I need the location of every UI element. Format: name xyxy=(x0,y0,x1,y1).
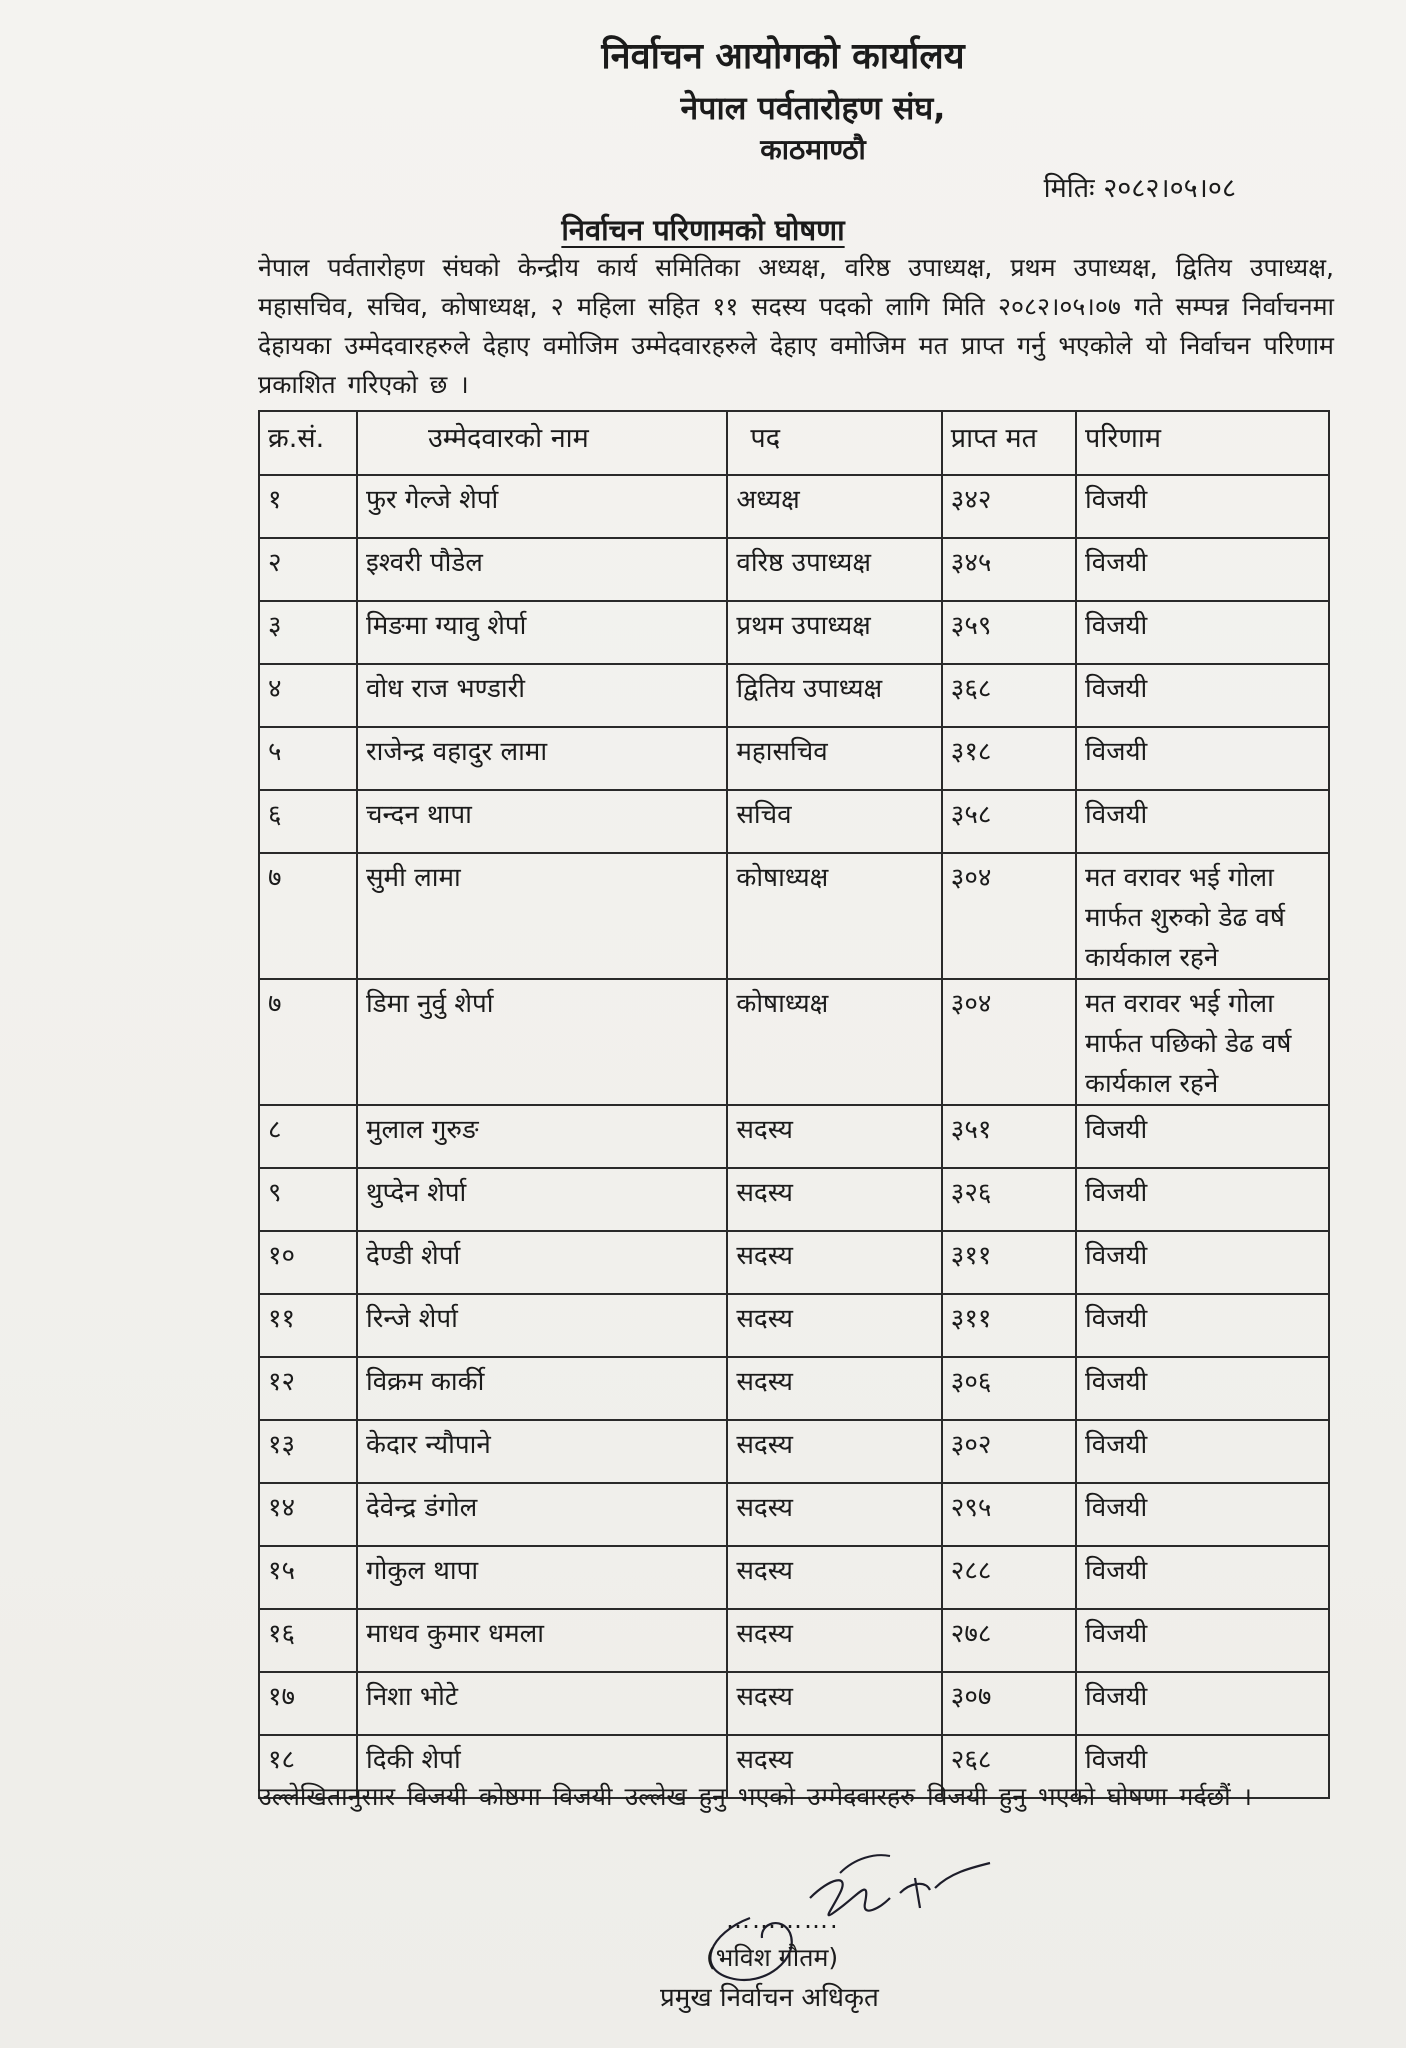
cell-serial: १३ xyxy=(259,1420,357,1483)
cell-serial: १४ xyxy=(259,1483,357,1546)
cell-candidate-name: माधव कुमार धमला xyxy=(357,1609,727,1672)
cell-votes: २६८ xyxy=(942,1735,1076,1798)
cell-candidate-name: सुमी लामा xyxy=(357,853,727,979)
cell-candidate-name: दिकी शेर्पा xyxy=(357,1735,727,1798)
office-title: निर्वाचन आयोगको कार्यालय xyxy=(601,36,965,77)
cell-serial: ११ xyxy=(259,1294,357,1357)
cell-serial: १० xyxy=(259,1231,357,1294)
header-result: परिणाम xyxy=(1076,411,1329,475)
header-post: पद xyxy=(727,411,941,475)
officer-title: प्रमुख निर्वाचन अधिकृत xyxy=(660,1983,879,2013)
cell-votes: ३१८ xyxy=(942,727,1076,790)
table-row xyxy=(259,790,1329,853)
cell-candidate-name: चन्दन थापा xyxy=(357,790,727,853)
table-row xyxy=(259,1546,1329,1609)
cell-post: कोषाध्यक्ष xyxy=(727,979,941,1105)
cell-result: विजयी xyxy=(1076,1168,1329,1231)
organization-name: नेपाल पर्वतारोहण संघ, xyxy=(680,89,946,127)
cell-votes: २८८ xyxy=(942,1546,1076,1609)
cell-result: विजयी xyxy=(1076,1672,1329,1735)
cell-candidate-name: गोकुल थापा xyxy=(357,1546,727,1609)
cell-result: विजयी xyxy=(1076,790,1329,853)
cell-post: प्रथम उपाध्यक्ष xyxy=(727,601,941,664)
city-name: काठमाण्ठौ xyxy=(760,133,866,166)
cell-serial: ६ xyxy=(259,790,357,853)
intro-paragraph: नेपाल पर्वतारोहण संघको केन्द्रीय कार्य समितिका अध्यक्ष, वरिष्ठ उपाध्यक्ष, प्रथम उपाध्यक्ष, द्वितिय उपाध्यक्ष, महासचिव, सचिव, कोषाध्यक्ष, २ महिला सहित ११ सदस्य पदको लागि मिति २०८२।०५।०७ गते सम्पन्न निर्वाचनमा देहायका उम्मेदवारहरुले देहाए वमोजिम उम्मेदवारहरुले देहाए वमोजिम मत प्राप्त गर्नु भएकोले यो निर्वाचन परिणाम प्रकाशित गरिएको छ । xyxy=(258,253,1334,399)
cell-post: सदस्य xyxy=(727,1168,941,1231)
cell-candidate-name: मुलाल गुरुङ xyxy=(357,1105,727,1168)
cell-result: विजयी xyxy=(1076,475,1329,538)
cell-candidate-name: निशा भोटे xyxy=(357,1672,727,1735)
cell-candidate-name: देवेन्द्र डंगोल xyxy=(357,1483,727,1546)
cell-result: विजयी xyxy=(1076,1420,1329,1483)
cell-serial: १८ xyxy=(259,1735,357,1798)
cell-candidate-name: देण्डी शेर्पा xyxy=(357,1231,727,1294)
cell-votes: ३४२ xyxy=(942,475,1076,538)
table-row xyxy=(259,1105,1329,1168)
cell-candidate-name: फुर गेल्जे शेर्पा xyxy=(357,475,727,538)
table-row xyxy=(259,727,1329,790)
cell-serial: ५ xyxy=(259,727,357,790)
header-serial: क्र.सं. xyxy=(259,411,357,475)
cell-serial: १५ xyxy=(259,1546,357,1609)
cell-post: सदस्य xyxy=(727,1105,941,1168)
cell-votes: ३६८ xyxy=(942,664,1076,727)
cell-candidate-name: वोध राज भण्डारी xyxy=(357,664,727,727)
cell-result: विजयी xyxy=(1076,664,1329,727)
cell-post: सदस्य xyxy=(727,1231,941,1294)
cell-votes: ३५९ xyxy=(942,601,1076,664)
cell-votes: ३०७ xyxy=(942,1672,1076,1735)
cell-candidate-name: मिङमा ग्यावु शेर्पा xyxy=(357,601,727,664)
cell-serial: १२ xyxy=(259,1357,357,1420)
cell-result: विजयी xyxy=(1076,1357,1329,1420)
cell-candidate-name: डिमा नुर्वु शेर्पा xyxy=(357,979,727,1105)
table-row xyxy=(259,538,1329,601)
cell-post: सदस्य xyxy=(727,1672,941,1735)
cell-post: सदस्य xyxy=(727,1609,941,1672)
results-table xyxy=(258,410,1330,1799)
cell-result: विजयी xyxy=(1076,1231,1329,1294)
table-row xyxy=(259,601,1329,664)
table-header-row xyxy=(259,411,1329,475)
cell-votes: ३५१ xyxy=(942,1105,1076,1168)
header-candidate-name: उम्मेदवारको नाम xyxy=(357,411,727,475)
signature-line: …………. xyxy=(726,1906,840,1934)
cell-post: सदस्य xyxy=(727,1357,941,1420)
cell-votes: ३५८ xyxy=(942,790,1076,853)
cell-serial: ४ xyxy=(259,664,357,727)
cell-serial: २ xyxy=(259,538,357,601)
cell-post: कोषाध्यक्ष xyxy=(727,853,941,979)
cell-post: अध्यक्ष xyxy=(727,475,941,538)
cell-post: सदस्य xyxy=(727,1735,941,1798)
cell-result: विजयी xyxy=(1076,1735,1329,1798)
cell-post: वरिष्ठ उपाध्यक्ष xyxy=(727,538,941,601)
cell-result: विजयी xyxy=(1076,1105,1329,1168)
cell-serial: १६ xyxy=(259,1609,357,1672)
cell-serial: १ xyxy=(259,475,357,538)
cell-votes: २७८ xyxy=(942,1609,1076,1672)
announcement-title: निर्वाचन परिणामको घोषणा xyxy=(561,213,845,247)
cell-result: विजयी xyxy=(1076,538,1329,601)
cell-candidate-name: विक्रम कार्की xyxy=(357,1357,727,1420)
cell-candidate-name: थुप्देन शेर्पा xyxy=(357,1168,727,1231)
table-row xyxy=(259,1294,1329,1357)
cell-result: विजयी xyxy=(1076,1294,1329,1357)
cell-serial: १७ xyxy=(259,1672,357,1735)
table-row xyxy=(259,1609,1329,1672)
cell-serial: ९ xyxy=(259,1168,357,1231)
cell-votes: ३०४ xyxy=(942,853,1076,979)
header-votes: प्राप्त मत xyxy=(942,411,1076,475)
cell-votes: ३२६ xyxy=(942,1168,1076,1231)
table-row xyxy=(259,1483,1329,1546)
cell-result: विजयी xyxy=(1076,601,1329,664)
cell-result: मत वरावर भई गोला मार्फत पछिको डेढ वर्ष कार्यकाल रहने xyxy=(1076,979,1329,1105)
cell-result: मत वरावर भई गोला मार्फत शुरुको डेढ वर्ष कार्यकाल रहने xyxy=(1076,853,1329,979)
table-row xyxy=(259,979,1329,1105)
table-row xyxy=(259,664,1329,727)
cell-post: महासचिव xyxy=(727,727,941,790)
table-row xyxy=(259,853,1329,979)
cell-candidate-name: इश्वरी पौडेल xyxy=(357,538,727,601)
cell-post: सदस्य xyxy=(727,1294,941,1357)
cell-post: सदस्य xyxy=(727,1546,941,1609)
cell-votes: ३०२ xyxy=(942,1420,1076,1483)
cell-serial: ७ xyxy=(259,979,357,1105)
table-row xyxy=(259,1168,1329,1231)
officer-name: (भविश गौतम) xyxy=(706,1943,839,1972)
cell-candidate-name: केदार न्यौपाने xyxy=(357,1420,727,1483)
cell-result: विजयी xyxy=(1076,1546,1329,1609)
cell-result: विजयी xyxy=(1076,1609,1329,1672)
results-body xyxy=(259,475,1329,1798)
table-row xyxy=(259,475,1329,538)
table-row xyxy=(259,1231,1329,1294)
cell-post: सचिव xyxy=(727,790,941,853)
cell-result: विजयी xyxy=(1076,1483,1329,1546)
closing-statement: उल्लेखितानुसार विजयी कोष्ठमा विजयी उल्लेख हुनु भएको उम्मेदवारहरु विजयी हुनु भएको घोषणा गर्दछौं । xyxy=(258,1782,1253,1811)
cell-votes: २९५ xyxy=(942,1483,1076,1546)
table-row xyxy=(259,1672,1329,1735)
cell-candidate-name: रिन्जे शेर्पा xyxy=(357,1294,727,1357)
cell-result: विजयी xyxy=(1076,727,1329,790)
cell-votes: ३११ xyxy=(942,1294,1076,1357)
cell-post: सदस्य xyxy=(727,1420,941,1483)
cell-serial: ३ xyxy=(259,601,357,664)
cell-post: द्वितिय उपाध्यक्ष xyxy=(727,664,941,727)
cell-votes: ३०६ xyxy=(942,1357,1076,1420)
table-row xyxy=(259,1420,1329,1483)
cell-votes: ३११ xyxy=(942,1231,1076,1294)
cell-votes: ३४५ xyxy=(942,538,1076,601)
cell-serial: ७ xyxy=(259,853,357,979)
cell-candidate-name: राजेन्द्र वहादुर लामा xyxy=(357,727,727,790)
cell-post: सदस्य xyxy=(727,1483,941,1546)
cell-serial: ८ xyxy=(259,1105,357,1168)
date-line: मितिः २०८२।०५।०८ xyxy=(1043,173,1236,204)
cell-votes: ३०४ xyxy=(942,979,1076,1105)
table-row xyxy=(259,1357,1329,1420)
